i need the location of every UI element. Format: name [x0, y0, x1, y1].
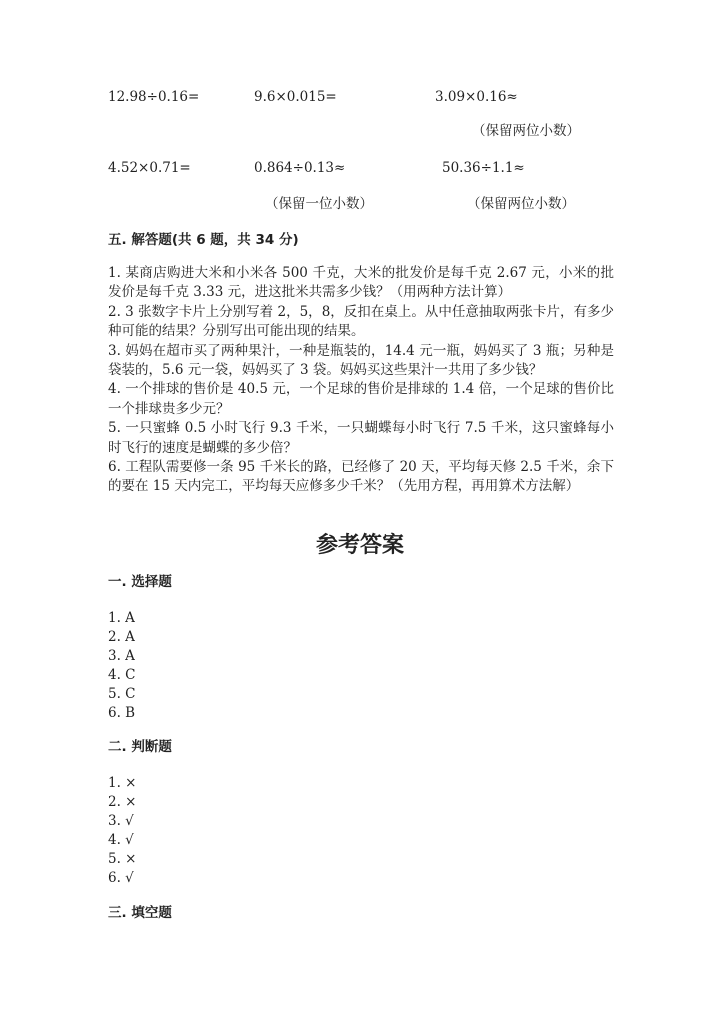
answer-item: 4. √ [108, 831, 134, 848]
question-list [108, 264, 614, 497]
question: 1. 某商店购进大米和小米各 500 千克，大米的批发价是每千克 2.67 元，小米的批发价是每千克 3.33 元，进这批米共需多少钱？（用两种方法计算） [108, 265, 614, 301]
answer-item: 5. × [108, 850, 137, 867]
answer-item: 3. √ [108, 812, 134, 829]
answer-list [108, 774, 136, 887]
question: 6. 工程队需要修一条 95 千米长的路，已经修了 20 天，平均每天修 2.5 千米，余下的要在 15 天内完工，平均每天应修多少千米？（先用方程，再用算术方法解） [108, 459, 614, 495]
calc-expression: 50.36÷1.1≈ [442, 160, 525, 176]
answer-item: 2. A [108, 628, 135, 645]
section-heading: 一. 选择题 [108, 574, 172, 590]
question: 4. 一个排球的售价是 40.5 元，一个足球的售价是排球的 1.4 倍，一个足球的售价比一个排球贵多少元？ [108, 381, 614, 417]
rounding-note: （保留两位小数） [472, 123, 580, 139]
question: 3. 妈妈在超市买了两种果汁，一种是瓶装的，14.4 元一瓶，妈妈买了 3 瓶；另种是袋装的，5.6 元一袋，妈妈买了 3 袋。妈妈买这些果汁一共用了多少钱？ [108, 342, 614, 379]
answer-item: 6. √ [108, 869, 134, 886]
section-heading: 五. 解答题(共 6 题，共 34 分) [108, 232, 299, 248]
rounding-note: （保留两位小数） [467, 196, 575, 212]
answer-item: 4. C [108, 666, 136, 683]
calc-expression: 0.864÷0.13≈ [254, 160, 346, 176]
section-heading: 二. 判断题 [108, 739, 172, 755]
question: 2. 3 张数字卡片上分别写着 2，5，8，反扣在桌上。从中任意抽取两张卡片，有多少种可能的结果？分别写出可能出现的结果。 [108, 303, 614, 340]
answer-item: 5. C [108, 685, 136, 702]
answer-item: 1. A [108, 610, 135, 626]
answer-list [108, 609, 136, 722]
answer-item: 2. × [108, 793, 137, 810]
calc-expression: 3.09×0.16≈ [435, 89, 518, 105]
answers-title: 参考答案 [315, 533, 404, 558]
rounding-note: （保留一位小数） [265, 196, 373, 212]
calc-expression: 9.6×0.015= [254, 89, 337, 105]
answer-item: 1. × [108, 775, 137, 791]
answer-item: 6. B [108, 704, 136, 721]
calc-expression: 4.52×0.71= [108, 160, 191, 176]
section-heading: 三. 填空题 [108, 905, 172, 921]
calc-expression: 12.98÷0.16= [108, 89, 200, 105]
answer-item: 3. A [108, 647, 135, 664]
question: 5. 一只蜜蜂 0.5 小时飞行 9.3 千米，一只蝴蝶每小时飞行 7.5 千米，这只蜜蜂每小时飞行的速度是蝴蝶的多少倍？ [108, 420, 614, 456]
